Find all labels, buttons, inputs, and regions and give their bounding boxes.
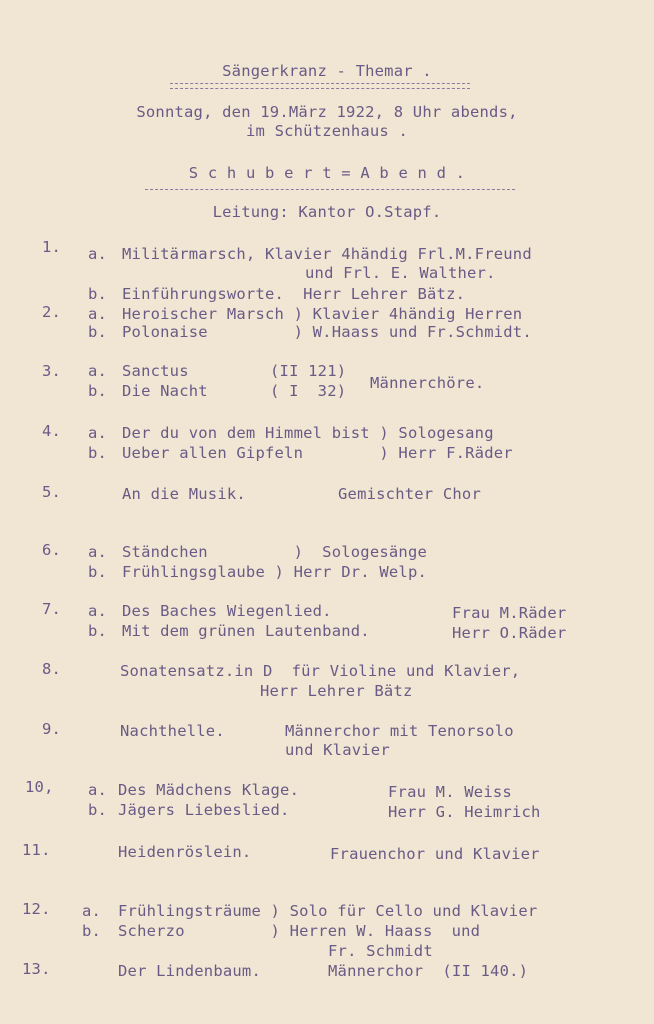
item-title: Ständchen ) Sologesänge (122, 543, 428, 561)
item-performer: Herr Lehrer Bätz (260, 682, 413, 700)
item-title: Polonaise ) W.Haass und Fr.Schmidt. (122, 323, 532, 341)
venue-line: im Schützenhaus . (245, 122, 409, 140)
item-performer: Männerchöre. (370, 374, 485, 392)
item-title: Frühlingsträume ) Solo für Cello und Klavier (118, 902, 538, 920)
item-performer: Männerchor (II 140.) (328, 962, 529, 980)
item-title: Sonatensatz.in D für Violine und Klavier, (120, 662, 521, 680)
item-title: Nachthelle. (120, 722, 225, 740)
item-letter: b. (88, 622, 108, 640)
item-performer: Männerchor mit Tenorsolo (285, 722, 514, 740)
item-title: Die Nacht (122, 382, 208, 400)
society-title: Sängerkranz - Themar . (222, 62, 432, 80)
item-performer-cont: und Klavier (285, 741, 390, 759)
item-number: 2. (42, 303, 62, 321)
event-title: S c h u b e r t = A b e n d . (188, 164, 466, 182)
item-reference: ( I 32) (270, 382, 347, 400)
item-title: Des Baches Wiegenlied. (122, 602, 332, 620)
item-title: An die Musik. (122, 485, 246, 503)
item-letter: b. (88, 801, 108, 819)
item-letter: a. (88, 305, 108, 323)
item-title: Frühlingsglaube ) Herr Dr. Welp. (122, 563, 428, 581)
item-performer: Herr O.Räder (452, 624, 567, 642)
item-letter: b. (88, 382, 108, 400)
title-underline (170, 83, 470, 89)
item-title: Ueber allen Gipfeln ) Herr F.Räder (122, 444, 513, 462)
item-performer: Frau M.Räder (452, 604, 567, 622)
leader-line: Leitung: Kantor O.Stapf. (212, 203, 442, 221)
item-letter: a. (88, 781, 108, 799)
event-underline (145, 189, 515, 190)
item-title: Heidenröslein. (118, 843, 252, 861)
item-title: Mit dem grünen Lautenband. (122, 622, 370, 640)
item-title: Einführungsworte. Herr Lehrer Bätz. (122, 285, 466, 303)
item-performer: Frau M. Weiss (388, 783, 512, 801)
item-number: 10, (25, 778, 54, 796)
item-number: 8. (42, 660, 62, 678)
item-letter: b. (82, 922, 102, 940)
item-number: 9. (42, 720, 62, 738)
item-performer-cont: Fr. Schmidt (328, 942, 433, 960)
item-letter: b. (88, 285, 108, 303)
item-number: 4. (42, 422, 62, 440)
item-title: Heroischer Marsch ) Klavier 4händig Herren (122, 305, 523, 323)
item-number: 12. (22, 900, 51, 918)
item-reference: (II 121) (270, 362, 347, 380)
item-performer: Gemischter Chor (338, 485, 481, 503)
item-title: Der Lindenbaum. (118, 962, 261, 980)
item-number: 5. (42, 483, 62, 501)
item-performer: Frauenchor und Klavier (330, 845, 540, 863)
date-line: Sonntag, den 19.März 1922, 8 Uhr abends, (136, 103, 518, 121)
item-letter: b. (88, 563, 108, 581)
item-letter: b. (88, 444, 108, 462)
item-letter: a. (88, 245, 108, 263)
item-letter: a. (88, 602, 108, 620)
item-letter: a. (88, 424, 108, 442)
item-number: 6. (42, 541, 62, 559)
item-letter: a. (88, 543, 108, 561)
item-number: 3. (42, 362, 62, 380)
item-number: 13. (22, 960, 51, 978)
item-number: 1. (42, 238, 62, 256)
item-performer: Herr G. Heimrich (388, 803, 541, 821)
item-title: Der du von dem Himmel bist ) Sologesang (122, 424, 494, 442)
item-letter: a. (82, 902, 102, 920)
item-title: Sanctus (122, 362, 189, 380)
item-title: Jägers Liebeslied. (118, 801, 290, 819)
item-performer-cont: und Frl. E. Walther. (305, 264, 496, 282)
item-title: Militärmarsch, Klavier 4händig Frl.M.Freund (122, 245, 532, 263)
item-letter: a. (88, 362, 108, 380)
item-title: Scherzo ) Herren W. Haass und (118, 922, 481, 940)
item-number: 11. (22, 841, 51, 859)
item-title: Des Mädchens Klage. (118, 781, 300, 799)
item-number: 7. (42, 600, 62, 618)
item-letter: b. (88, 323, 108, 341)
